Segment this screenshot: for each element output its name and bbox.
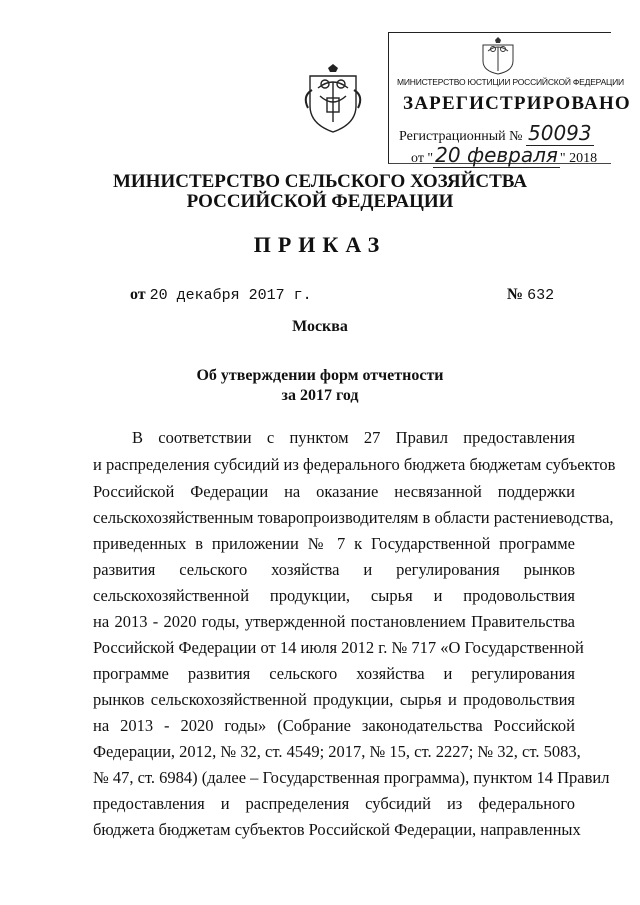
- coat-of-arms-emblem: [298, 62, 368, 134]
- stamp-date-line: [411, 143, 597, 167]
- order-subject: [0, 366, 640, 406]
- order-number-prefix: №: [507, 286, 524, 303]
- document-type-title: ПРИКАЗ: [253, 232, 387, 257]
- stamp-ministry-justice: МИНИСТЕРСТВО ЮСТИЦИИ РОССИЙСКОЙ ФЕДЕРАЦИИ: [397, 77, 624, 87]
- body-line: и распределения субсидий из федерального бюджета бюджетам субъектов: [93, 455, 616, 474]
- stamp-date-prefix: от ": [411, 151, 434, 166]
- stamp-date-suffix: " 2018: [559, 151, 598, 166]
- order-date-value: 20 декабря 2017 г.: [149, 287, 312, 304]
- body-line: предоставления и распределения субсидий из федерального: [93, 794, 575, 813]
- body-line: бюджета бюджетам субъектов Российской Федерации, направленных: [93, 820, 581, 839]
- stamp-registered: ЗАРЕГИСТРИРОВАНО: [403, 93, 631, 114]
- stamp-reg-number-line: [399, 121, 594, 145]
- body-line: на 2013 - 2020 годы» (Собрание законодательства Российской: [93, 716, 575, 735]
- order-subject-line2: за 2017 год: [281, 387, 359, 404]
- stamp-reg-label: Регистрационный №: [399, 129, 523, 144]
- registration-stamp: [388, 32, 631, 167]
- body-line: Российской Федерации на оказание несвязанной поддержки: [93, 482, 575, 501]
- stamp-reg-number: 50093: [528, 121, 592, 145]
- body-line: приведенных в приложении № 7 к Государственной программе: [93, 534, 575, 553]
- order-date-prefix: от: [130, 286, 146, 303]
- order-subject-line1: Об утверждении форм отчетности: [196, 367, 444, 384]
- body-line: Российской Федерации от 14 июля 2012 г. № 717 «О Государственной: [93, 638, 584, 657]
- order-number-value: 632: [527, 287, 555, 304]
- body-line: сельскохозяйственной продукции, сырья и продовольствия: [93, 586, 575, 605]
- stamp-date-handwritten: 20 февраля: [435, 143, 558, 167]
- stamp-emblem-icon: [475, 37, 521, 75]
- body-line: № 47, ст. 6984) (далее – Государственная программа), пунктом 14 Правил: [93, 768, 610, 787]
- body-line: В соответствии с пунктом 27 Правил предоставления: [132, 428, 575, 447]
- body-line: Федерации, 2012, № 32, ст. 4549; 2017, № 15, ст. 2227; № 32, ст. 5083,: [93, 742, 581, 761]
- order-number: [507, 286, 554, 304]
- ministry-title-line2: РОССИЙСКОЙ ФЕДЕРАЦИИ: [186, 191, 454, 212]
- body-line: развития сельского хозяйства и регулирования рынков: [93, 560, 575, 579]
- body-line: сельскохозяйственным товаропроизводителям в области растениеводства,: [93, 508, 614, 527]
- body-line: программе развития сельского хозяйства и регулирования: [93, 664, 575, 683]
- body-line: рынков сельскохозяйственной продукции, сырья и продовольствия: [93, 690, 575, 709]
- body-line: на 2013 - 2020 годы, утвержденной постановлением Правительства: [93, 612, 575, 631]
- ministry-title-line1: МИНИСТЕРСТВО СЕЛЬСКОГО ХОЗЯЙСТВА: [112, 171, 528, 192]
- city: Москва: [292, 318, 348, 335]
- order-date: [130, 286, 312, 304]
